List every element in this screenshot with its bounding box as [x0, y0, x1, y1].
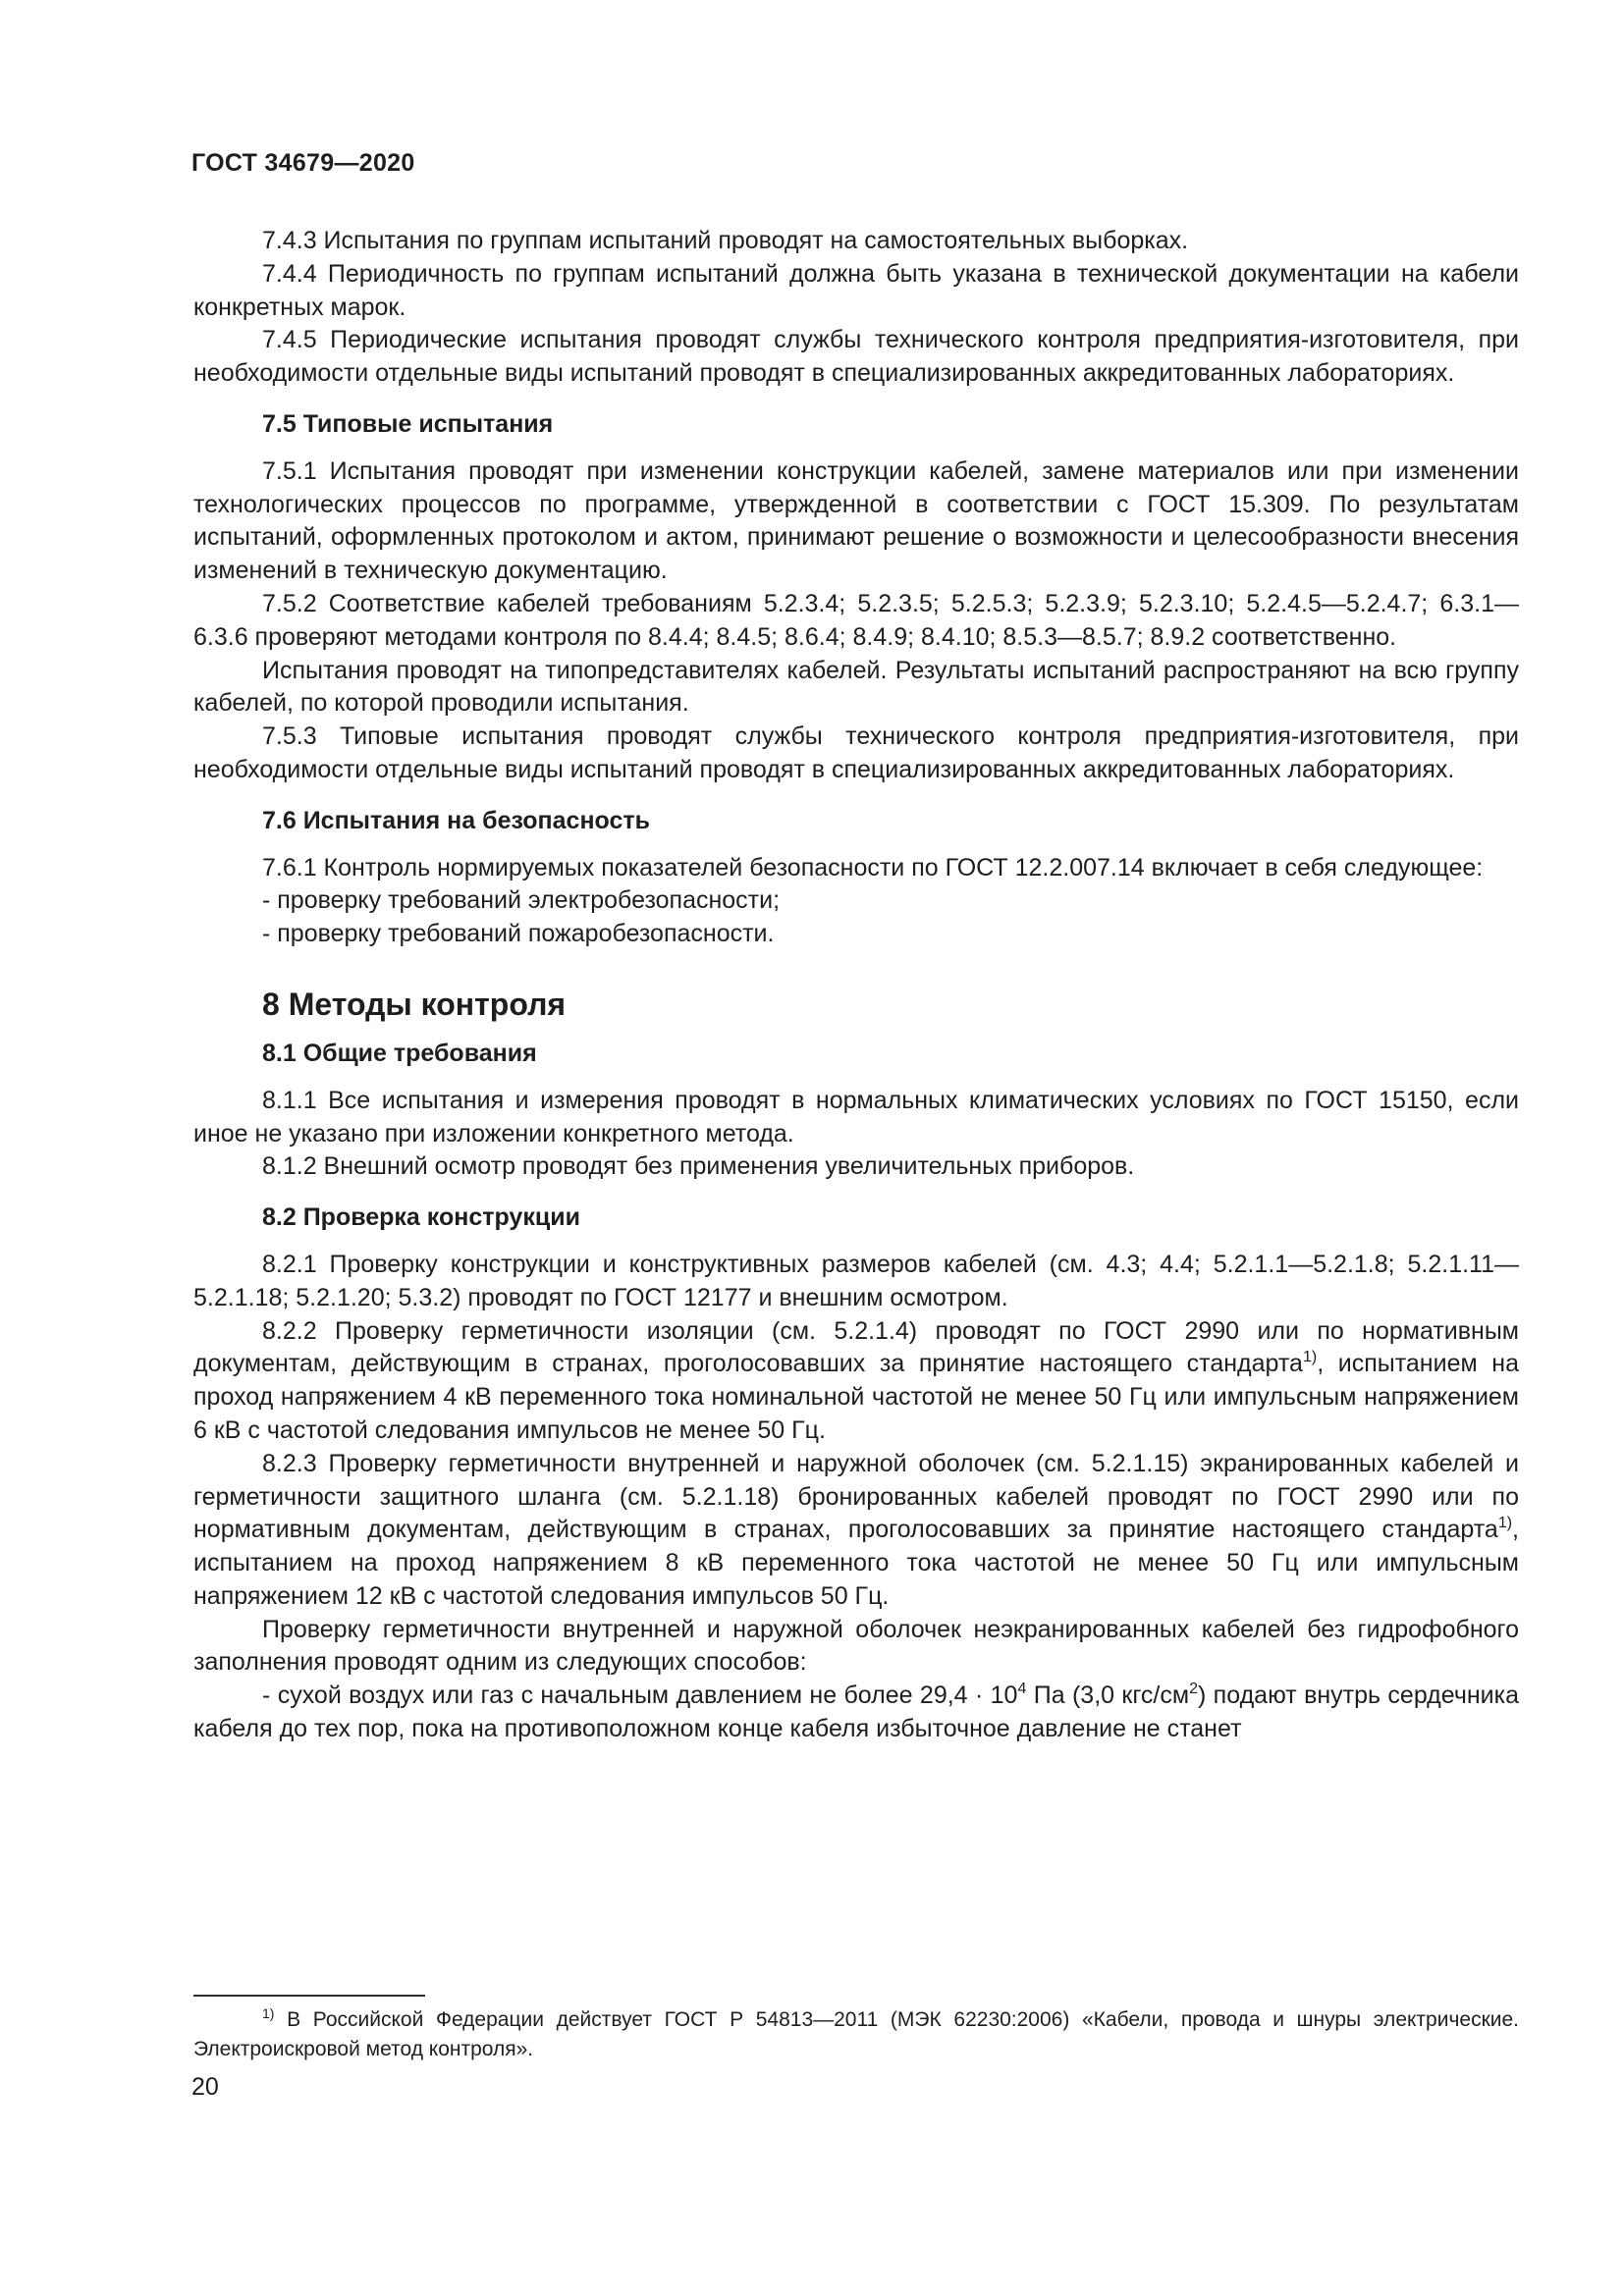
paragraph-8-2-3-text: 8.2.3 Проверку герметичности внутренней и наружной оболочек (см. 5.2.1.15) экранированных кабелей и герметичности защитного шланга (см. 5.2.1.18) бронированных кабелей проводят по ГОСТ 2990 или по нормативным документам, действующим в странах, проголосовавших за принятие настоящего стандарта: [193, 1449, 1519, 1544]
paragraph-7-5-2-cont: Испытания проводят на типопредставителях кабелей. Результаты испытаний распространяют на всю группу кабелей, по которой проводили испытания.: [193, 656, 1519, 718]
paragraph-8-2-3-cont: Проверку герметичности внутренней и наружной оболочек неэкранированных кабелей без гидрофобного заполнения проводят одним из следующих способов:: [193, 1615, 1519, 1677]
paragraph-7-6-1: 7.6.1 Контроль нормируемых показателей безопасности по ГОСТ 12.2.007.14 включает в себя следующее:: [262, 853, 1484, 881]
footnote-divider: [193, 1995, 425, 1997]
footnote-mark: 1): [262, 2005, 275, 2021]
footnote-ref: 1): [1302, 1349, 1318, 1366]
footnote: [193, 2005, 1519, 2064]
paragraph-7-4-4: 7.4.4 Периодичность по группам испытаний должна быть указана в технической документации на кабели конкретных марок.: [193, 259, 1519, 321]
list-item-text-cont: Па (3,0 кгс/см: [1026, 1682, 1190, 1710]
paragraph-7-5-3: 7.5.3 Типовые испытания проводят службы технического контроля предприятия-изготовителя, при необходимости отдельные виды испытаний проводят в специализированных аккредитованных лабораториях.: [193, 722, 1519, 783]
list-item-electrical-safety: - проверку требований электробезопасности;: [262, 886, 781, 915]
list-item-text-end: ) подают внутрь сердечника кабеля до тех пор, пока на противоположном конце кабеля избыточное давление не станет: [193, 1682, 1520, 1743]
section-heading-7-5: 7.5 Типовые испытания: [262, 409, 554, 438]
list-item-text: - сухой воздух или газ с начальным давлением не более 29,4 · 10: [262, 1682, 1018, 1710]
section-heading-8-1: 8.1 Общие требования: [262, 1039, 537, 1067]
paragraph-8-2-3: [193, 1448, 1519, 1614]
document-header: ГОСТ 34679—2020: [191, 149, 415, 177]
exponent: 2: [1189, 1681, 1198, 1698]
paragraph-7-5-1: 7.5.1 Испытания проводят при изменении конструкции кабелей, замене материалов или при изменении технологических процессов по программе, утвержденной в соответствии с ГОСТ 15.309. По результатам испытаний, оформленных протоколом и актом, принимают решение о возможности и целесообразности внесения изменений в техническую документацию.: [193, 456, 1519, 585]
chapter-heading-8: 8 Методы контроля: [262, 986, 567, 1022]
paragraph-7-5-2: 7.5.2 Соответствие кабелей требованиям 5.2.3.4; 5.2.3.5; 5.2.5.3; 5.2.3.9; 5.2.3.10; 5.2.4.5—5.2.4.7; 6.3.1—6.3.6 проверяют методами контроля по 8.4.4; 8.4.5; 8.6.4; 8.4.9; 8.4.10; 8.5.3—8.5.7; 8.9.2 соответственно.: [193, 589, 1519, 651]
paragraph-8-2-2-text-cont: , испытанием на проход напряжением 4 кВ переменного тока номинальной частотой не менее 50 Гц или импульсным напряжением 6 кВ с частотой следования импульсов не менее 50 Гц.: [193, 1350, 1519, 1444]
document-body: [193, 225, 1519, 1746]
exponent: 4: [1017, 1681, 1027, 1698]
paragraph-8-2-2-text: 8.2.2 Проверку герметичности изоляции (см. 5.2.1.4) проводят по ГОСТ 2990 или по нормативным документам, действующим в странах, проголосовавших за принятие настоящего стандарта: [193, 1316, 1519, 1378]
paragraph-7-4-5: 7.4.5 Периодические испытания проводят службы технического контроля предприятия-изготовителя, при необходимости отдельные виды испытаний проводят в специализированных аккредитованных лабораториях.: [193, 326, 1519, 388]
paragraph-8-1-1: 8.1.1 Все испытания и измерения проводят в нормальных климатических условиях по ГОСТ 15150, если иное не указано при изложении конкретного метода.: [193, 1086, 1519, 1148]
paragraph-8-1-2: 8.1.2 Внешний осмотр проводят без применения увеличительных приборов.: [262, 1152, 1135, 1181]
footnote-ref: 1): [1497, 1515, 1513, 1532]
paragraph-8-2-3-text-cont: , испытанием на проход напряжением 8 кВ переменного тока частотой не менее 50 Гц или импульсным напряжением 12 кВ с частотой следования импульсов 50 Гц.: [193, 1516, 1519, 1610]
list-item-dry-air-method: [193, 1680, 1519, 1746]
footnote-text: В Российской Федерации действует ГОСТ Р 54813—2011 (МЭК 62230:2006) «Кабели, провода и шнуры электрические. Электроискровой метод контроля».: [193, 2008, 1519, 2060]
page-number: 20: [191, 2073, 219, 2101]
section-heading-8-2: 8.2 Проверка конструкции: [262, 1203, 580, 1232]
paragraph-8-2-2: [193, 1315, 1519, 1448]
paragraph-7-4-3: 7.4.3 Испытания по группам испытаний проводят на самостоятельных выборках.: [262, 227, 1189, 254]
list-item-fire-safety: - проверку требований пожаробезопасности.: [262, 920, 775, 948]
paragraph-8-2-1: 8.2.1 Проверку конструкции и конструктивных размеров кабелей (см. 4.3; 4.4; 5.2.1.1—5.2.1.8; 5.2.1.11—5.2.1.18; 5.2.1.20; 5.3.2) проводят по ГОСТ 12177 и внешним осмотром.: [193, 1250, 1519, 1311]
section-heading-7-6: 7.6 Испытания на безопасность: [262, 806, 651, 834]
